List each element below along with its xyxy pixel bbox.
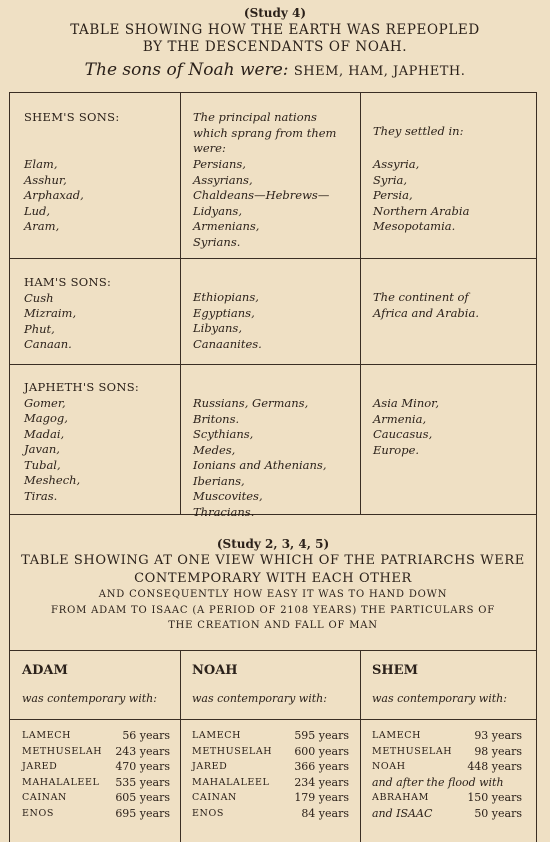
table-row <box>192 775 349 791</box>
list-item: Lidyans, <box>193 203 242 218</box>
row-years: 605 years <box>115 791 170 804</box>
row-name: LAMECH <box>192 730 241 741</box>
list-item: Libyans, <box>193 321 242 335</box>
t1-vline-2 <box>360 92 361 514</box>
row-years: 84 years <box>301 806 349 820</box>
list-item: Northern Arabia <box>373 203 470 218</box>
t2-vline-1 <box>180 650 181 842</box>
row-name: METHUSELAH <box>22 745 103 757</box>
list-item: Assyrians, <box>193 172 253 187</box>
table-row <box>22 744 170 760</box>
row-years: 595 years <box>294 729 349 742</box>
list-item: Persians, <box>193 157 246 171</box>
adam-header <box>22 663 174 706</box>
table-row <box>372 744 522 760</box>
title2-line-2: CONTEMPORARY WITH EACH OTHER <box>134 570 412 586</box>
list-item: Armenians, <box>193 219 260 233</box>
row-name: CAINAN <box>192 792 237 803</box>
row-name: LAMECH <box>22 730 71 741</box>
row-years: 448 years <box>467 760 522 773</box>
table-row <box>22 728 170 744</box>
patriarch-name-shem: SHEM <box>372 663 418 678</box>
t1-hline-2 <box>9 364 537 365</box>
shem-nations-list <box>193 157 358 250</box>
patriarch-name-noah: NOAH <box>192 663 238 678</box>
ham-sons-heading: HAM'S SONS: <box>24 275 112 289</box>
ham-nations-list <box>193 290 358 352</box>
list-item: Tiras. <box>24 488 58 503</box>
row-years: 179 years <box>294 791 349 804</box>
study-label: (Study 4) <box>243 6 307 20</box>
list-item: Assyria, <box>373 157 420 171</box>
row-years: 98 years <box>474 744 522 758</box>
japheth-sons-cell <box>24 380 174 504</box>
list-item: Armenia, <box>373 411 427 426</box>
list-item: Canaan. <box>24 337 72 351</box>
row-years: 56 years <box>122 729 170 742</box>
row-name: METHUSELAH <box>192 745 273 757</box>
row-name: JARED <box>22 761 58 772</box>
row-name: MAHALALEEL <box>22 776 100 788</box>
row-years: 535 years <box>115 775 170 789</box>
table-row <box>372 806 522 822</box>
shem-sons-list <box>24 157 174 235</box>
row-name: MAHALALEEL <box>192 776 270 788</box>
ham-sons-cell <box>24 275 174 353</box>
row-name: ENOS <box>192 807 224 819</box>
list-item: Thracians. <box>193 504 255 519</box>
table-row <box>192 759 349 775</box>
row-years: 600 years <box>294 744 349 758</box>
list-item: The continent of <box>373 290 469 304</box>
row-years: 234 years <box>294 775 349 789</box>
list-item: Iberians, <box>193 473 245 488</box>
shem-settled-list <box>373 157 533 235</box>
row-name: and after the flood with <box>372 775 504 789</box>
row-years: 93 years <box>474 729 522 742</box>
list-item: Asia Minor, <box>373 396 440 410</box>
study-label-2: (Study 2, 3, 4, 5) <box>216 537 330 551</box>
ham-settled-list <box>373 290 533 321</box>
list-item: Arphaxad, <box>24 188 84 202</box>
sub-line-3: THE CREATION AND FALL OF MAN <box>168 620 378 632</box>
row-name: JARED <box>192 761 228 772</box>
noah-contemporaries <box>192 728 349 821</box>
list-item: Cush <box>24 290 54 305</box>
list-item: Egyptians, <box>193 305 255 320</box>
contemporary-label: was contemporary with: <box>22 691 157 705</box>
list-item: Africa and Arabia. <box>373 305 479 320</box>
t1-vline-1 <box>180 92 181 514</box>
list-item: Ethiopians, <box>193 290 259 304</box>
row-name: and ISAAC <box>372 806 433 820</box>
row-years: 470 years <box>115 760 170 773</box>
sub-line-1: AND CONSEQUENTLY HOW EASY IT WAS TO HAND DOWN <box>98 589 448 601</box>
t2-vline-2 <box>360 650 361 842</box>
list-item: Europe. <box>373 442 420 457</box>
japheth-nations-list <box>193 396 358 520</box>
t1-hline-1 <box>9 258 537 259</box>
table-row <box>22 759 170 775</box>
row-name: NOAH <box>372 761 406 772</box>
title2-line-1: TABLE SHOWING AT ONE VIEW WHICH OF THE PATRIARCHS WERE <box>21 553 525 569</box>
list-item: Meshech, <box>24 473 81 487</box>
header-study4 <box>0 6 550 81</box>
table-row <box>22 790 170 806</box>
shem-sons-heading: SHEM'S SONS: <box>24 110 120 124</box>
row-years: 366 years <box>294 760 349 773</box>
t2-hline-mid <box>9 719 537 720</box>
shem-contemporaries <box>372 728 522 821</box>
list-item: Scythians, <box>193 427 254 441</box>
header-patriarchs <box>9 536 537 634</box>
table-row <box>372 728 522 744</box>
list-item: Tubal, <box>24 457 61 472</box>
table-row <box>22 806 170 822</box>
list-item: Gomer, <box>24 395 66 410</box>
list-item: Aram, <box>24 219 60 233</box>
table-row <box>192 728 349 744</box>
list-item: Mizraim, <box>24 306 77 320</box>
sons-names: SHEM, HAM, JAPHETH. <box>293 63 466 79</box>
noah-header <box>192 663 354 706</box>
list-item: Elam, <box>24 157 58 171</box>
list-item: Ionians and Athenians, <box>193 458 327 472</box>
table-row <box>372 775 522 791</box>
row-years: 695 years <box>115 806 170 820</box>
list-item: Canaanites. <box>193 336 262 351</box>
row-name: METHUSELAH <box>372 745 453 757</box>
sons-intro: The sons of Noah were: <box>84 59 289 80</box>
list-item: Lud, <box>24 203 51 218</box>
list-item: Caucasus, <box>373 427 433 441</box>
settled-column-heading: They settled in: <box>373 124 464 138</box>
row-years: 243 years <box>115 744 170 758</box>
sons-of-noah-line <box>0 59 550 81</box>
list-item: Chaldeans—Hebrews— <box>193 188 330 202</box>
nations-column-heading: The principal nations which sprang from them were: <box>193 110 337 155</box>
list-item: Syrians. <box>193 234 241 249</box>
sub-line-2: FROM ADAM TO ISAAC (A PERIOD OF 2108 YEARS) THE PARTICULARS OF <box>51 604 495 616</box>
row-name: ENOS <box>22 807 54 819</box>
list-item: Russians, Germans, Britons. <box>193 396 309 426</box>
list-item: Mesopotamia. <box>373 219 456 233</box>
list-item: Javan, <box>24 442 60 456</box>
table-row <box>192 744 349 760</box>
japheth-settled-list <box>373 396 533 458</box>
table-row <box>192 790 349 806</box>
list-item: Asshur, <box>24 172 67 187</box>
adam-contemporaries <box>22 728 170 821</box>
shem-header <box>372 663 532 706</box>
table-row <box>22 775 170 791</box>
list-item: Magog, <box>24 411 68 425</box>
row-name: CAINAN <box>22 792 67 803</box>
row-name: ABRAHAM <box>372 792 429 803</box>
table-row <box>372 759 522 775</box>
patriarch-name-adam: ADAM <box>22 663 68 678</box>
list-item: Syria, <box>373 172 408 187</box>
table-row <box>192 806 349 822</box>
row-name: LAMECH <box>372 730 421 741</box>
title-line-2: BY THE DESCENDANTS OF NOAH. <box>142 39 408 56</box>
row-years: 50 years <box>474 806 522 820</box>
t2-hline-top <box>9 650 537 651</box>
list-item: Medes, <box>193 442 236 457</box>
title-line-1: TABLE SHOWING HOW THE EARTH WAS REPEOPLED <box>70 21 480 38</box>
list-item: Phut, <box>24 321 55 336</box>
list-item: Muscovites, <box>193 489 263 503</box>
contemporary-label: was contemporary with: <box>372 691 507 705</box>
list-item: Persia, <box>373 188 413 202</box>
japheth-sons-heading: JAPHETH'S SONS: <box>24 380 140 394</box>
row-years: 150 years <box>467 791 522 804</box>
list-item: Madai, <box>24 426 65 441</box>
contemporary-label: was contemporary with: <box>192 691 327 705</box>
table-row <box>372 790 522 806</box>
